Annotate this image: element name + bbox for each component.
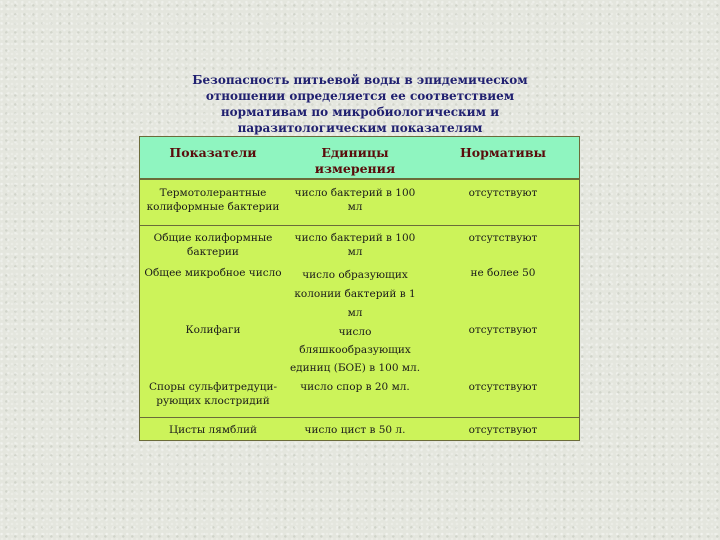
row-divider <box>140 417 579 418</box>
header-norms: Нормативы <box>459 145 547 160</box>
row2-norm: отсутствуют <box>468 232 538 244</box>
header-indicators: Показатели <box>169 145 257 160</box>
row1-norm: отсутствуют <box>468 187 538 199</box>
row4-unit: число бляшкообразующих единиц (БОЕ) в 100 мл. <box>289 326 421 374</box>
row3-unit: число образующих колонии бактерий в 1 мл <box>294 269 416 319</box>
row2-unit: число бактерий в 100 мл <box>294 232 416 258</box>
table-header-row <box>140 137 579 180</box>
row5-unit: число спор в 20 мл. <box>300 381 410 393</box>
slide-title: Безопасность питьевой воды в эпидемическом отношении определяется ее соответствием нормативам по микробиологическим и паразитологическим показателям <box>192 73 528 135</box>
row6-norm: отсутствуют <box>468 424 538 436</box>
row5-norm: отсутствуют <box>468 381 538 393</box>
row4-norm: отсутствуют <box>468 324 538 336</box>
row2-indicator: Общие колиформные бактерии <box>153 232 273 258</box>
row5-indicator: Споры сульфитредуци-рующих клостридий <box>148 381 278 407</box>
row3-norm: не более 50 <box>470 267 536 279</box>
row3-indicator: Общее микробное число <box>144 267 282 279</box>
row1-unit: число бактерий в 100 мл <box>294 187 416 213</box>
row4-indicator: Колифаги <box>185 324 241 336</box>
header-units: Единицы измерения <box>314 145 396 176</box>
norms-table <box>139 136 580 441</box>
row1-indicator: Термотолерантные колиформные бактерии <box>146 187 280 213</box>
row6-unit: число цист в 50 л. <box>304 424 406 436</box>
row-divider <box>140 225 579 226</box>
row6-indicator: Цисты лямблий <box>169 424 257 436</box>
